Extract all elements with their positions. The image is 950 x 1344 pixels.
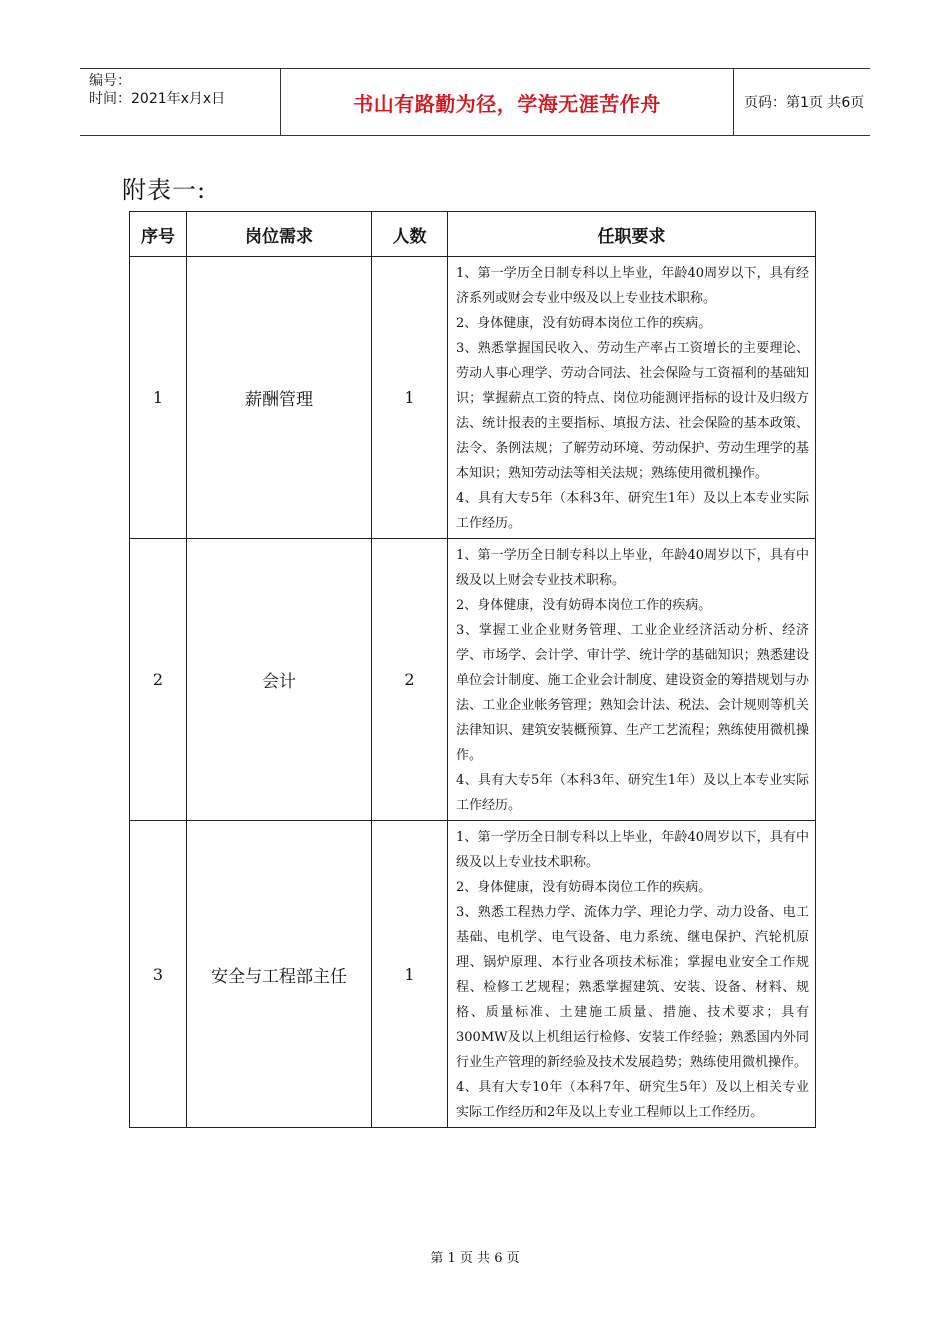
requirement-item: 4、具有大专10年（本科7年、研究生5年）及以上相关专业实际工作经历和2年及以上专业工程师以上工作经历。 — [456, 1080, 809, 1120]
header-motto: 书山有路勤为径，学海无涯苦作舟 — [353, 91, 661, 116]
header-page-info: 页码：第1页 共6页 — [744, 95, 865, 111]
requirement-item: 2、身体健康，没有妨碍本岗位工作的疾病。 — [456, 880, 712, 895]
requirement-item: 3、熟悉工程热力学、流体力学、理论力学、动力设备、电工基础、电机学、电气设备、电力系统、继电保护、汽轮机原理、锅炉原理、本行业各项技术标准；掌握电业安全工作规程、检修工艺规程；熟悉掌握建筑、安装、设备、材料、规格、质量标准、土建施工质量、措施、技术要求；具有300MW及以上机组运行检修、安装工作经验；熟悉国内外同行业生产管理的新经验及技术发展趋势；熟练使用微机操作。 — [456, 905, 809, 1070]
row-position: 薪酬管理 — [187, 257, 372, 539]
row-count: 2 — [372, 539, 448, 821]
table-row — [130, 821, 816, 1128]
row-seq: 1 — [130, 257, 187, 539]
requirement-item: 3、掌握工业企业财务管理、工业企业经济活动分析、经济学、市场学、会计学、审计学、统计学的基础知识；熟悉建设单位会计制度、施工企业会计制度、建设资金的筹措规划与办法、工业企业帐务管理；熟知会计法、税法、会计规则等机关法律知识、建筑安装概预算、生产工艺流程；熟练使用微机操作。 — [456, 623, 809, 763]
row-seq: 3 — [130, 821, 187, 1128]
requirement-item: 1、第一学历全日制专科以上毕业，年龄40周岁以下，具有中级及以上财会专业技术职称。 — [456, 548, 809, 588]
row-requirements — [448, 257, 816, 539]
row-position: 会计 — [187, 539, 372, 821]
column-header-requirements: 任职要求 — [448, 212, 816, 257]
requirement-item: 1、第一学历全日制专科以上毕业，年龄40周岁以下，具有中级及以上专业技术职称。 — [456, 830, 809, 870]
document-number-label: 编号： — [89, 73, 131, 89]
table-header-row — [130, 212, 816, 257]
requirement-item: 4、具有大专5年（本科3年、研究生1年）及以上本专业实际工作经历。 — [456, 491, 809, 531]
column-header-position: 岗位需求 — [187, 212, 372, 257]
column-header-seq: 序号 — [130, 212, 187, 257]
table-title: 附表一: — [122, 176, 207, 204]
page-header — [80, 68, 870, 136]
requirement-item: 2、身体健康，没有妨碍本岗位工作的疾病。 — [456, 316, 712, 331]
page-footer: 第 1 页 共 6 页 — [430, 1251, 520, 1266]
header-motto-cell — [281, 69, 734, 135]
table-row — [130, 539, 816, 821]
requirement-item: 2、身体健康，没有妨碍本岗位工作的疾病。 — [456, 598, 712, 613]
row-count: 1 — [372, 257, 448, 539]
row-count: 1 — [372, 821, 448, 1128]
row-requirements — [448, 539, 816, 821]
job-requirements-table — [129, 211, 816, 1128]
requirement-item: 1、第一学历全日制专科以上毕业，年龄40周岁以下，具有经济系列或财会专业中级及以上专业技术职称。 — [456, 266, 809, 306]
row-position: 安全与工程部主任 — [187, 821, 372, 1128]
header-meta — [80, 69, 281, 135]
requirement-item: 3、熟悉掌握国民收入、劳动生产率占工资增长的主要理论、劳动人事心理学、劳动合同法、社会保险与工资福利的基础知识；掌握薪点工资的特点、岗位功能测评指标的设计及归级方法、统计报表的主要指标、填报方法、社会保险的基本政策、法令、条例法规；了解劳动环境、劳动保护、劳动生理学的基本知识；熟知劳动法等相关法规；熟练使用微机操作。 — [456, 341, 809, 481]
table-row — [130, 257, 816, 539]
document-time-label: 时间：2021年x月x日 — [89, 91, 226, 107]
requirement-item: 4、具有大专5年（本科3年、研究生1年）及以上本专业实际工作经历。 — [456, 773, 809, 813]
column-header-count: 人数 — [372, 212, 448, 257]
row-seq: 2 — [130, 539, 187, 821]
row-requirements — [448, 821, 816, 1128]
